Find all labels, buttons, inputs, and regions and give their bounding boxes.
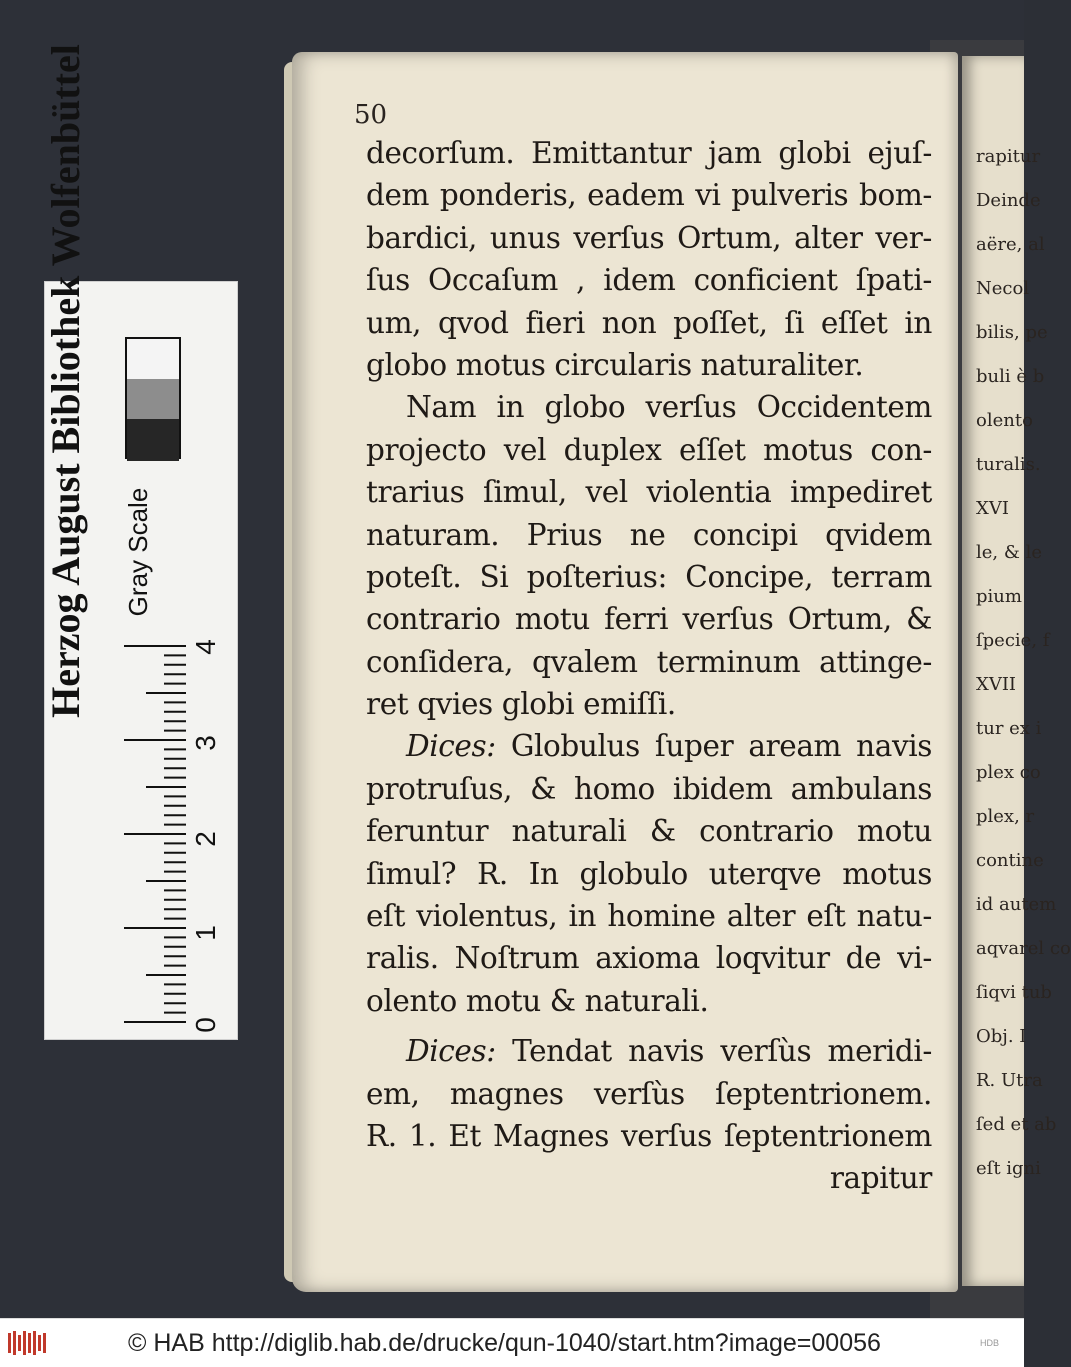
line-text: R. 1. Et Magnes verſus ſeptentrionem	[366, 1118, 932, 1153]
facing-fragment: ſed et ab	[976, 1114, 1057, 1135]
text-line	[366, 1115, 932, 1157]
scale-card-title: Herzog August Bibliothek Wolfenbüttel	[43, 44, 88, 718]
facing-fragment: ſpecie, f	[976, 630, 1050, 651]
facing-fragment: ſiqvi tub	[976, 982, 1052, 1003]
gray-swatches	[125, 337, 181, 459]
text-line	[366, 980, 932, 1022]
facing-fragment: Necol	[976, 278, 1030, 299]
ruler-number-3: 3	[190, 735, 221, 751]
swatch-mid	[127, 379, 179, 419]
swatch-light	[127, 339, 179, 379]
text-line	[366, 471, 932, 513]
text-line	[366, 302, 932, 344]
gray-scale-label: Gray Scale	[123, 487, 153, 617]
facing-fragment: aqvarel co	[976, 938, 1071, 959]
line-text: naturam. Prius ne concipi qvidem	[366, 517, 932, 552]
text-line	[366, 683, 932, 725]
line-text: ret qvies globi emiſſi.	[366, 687, 676, 722]
line-text: bardici, unus verſus Ortum, alter ver-	[366, 220, 932, 255]
ruler-number-2: 2	[190, 831, 221, 847]
facing-fragment: buli è b	[976, 366, 1045, 387]
line-text: feruntur naturali & contrario motu	[366, 814, 932, 849]
footer-mark: HDB	[980, 1338, 1000, 1348]
text-line	[366, 1157, 932, 1199]
facing-fragment: rapitur	[976, 146, 1041, 167]
line-text: conſidera, qvalem terminum attinge-	[366, 644, 932, 679]
text-line	[366, 725, 932, 767]
facing-fragment: Obj. I	[976, 1026, 1027, 1047]
line-text: ſus Occaſum , idem conficient ſpati-	[366, 263, 932, 298]
ruler-number-0: 0	[190, 1017, 221, 1033]
facing-fragment: plex, r	[976, 806, 1035, 827]
line-text: Nam in globo verſus Occidentem	[406, 390, 932, 425]
text-line	[366, 132, 932, 174]
line-text: olento motu & naturali.	[366, 983, 709, 1018]
line-text: ralis. Noſtrum axioma loqvitur de vi-	[366, 941, 932, 976]
line-text: dem ponderis, eadem vi pulveris bom-	[366, 178, 932, 213]
text-line	[366, 386, 932, 428]
facing-fragment: olento	[976, 410, 1033, 431]
line-text: um, qvod fieri non poſſet, ſi eſſet in	[366, 305, 932, 340]
text-line	[366, 641, 932, 683]
text-line	[366, 1030, 932, 1072]
line-text: Globulus ſuper aream navis	[495, 729, 932, 764]
facing-fragment: le, & le	[976, 542, 1043, 563]
text-line	[366, 429, 932, 471]
facing-fragment: bilis, pe	[976, 322, 1048, 343]
facing-fragment: R. Utra	[976, 1070, 1043, 1091]
facing-fragment: XVI	[976, 498, 1009, 519]
facing-fragment: turalis.	[976, 454, 1041, 475]
copyright-url: © HAB http://diglib.hab.de/drucke/qun-1040/start.htm?image=00056	[128, 1329, 881, 1357]
facing-fragment: Deinde	[976, 190, 1041, 211]
text-line	[366, 895, 932, 937]
page-number: 50	[354, 100, 388, 130]
line-text: ſimul? R. In globulo uterqve motus	[366, 856, 932, 891]
facing-fragment: contine	[976, 850, 1044, 871]
text-line	[366, 853, 932, 895]
text-line	[366, 598, 932, 640]
text-line	[366, 768, 932, 810]
page-text	[366, 132, 932, 1200]
facing-fragment: XVII	[976, 674, 1017, 695]
line-text: Tendat navis verſùs meridi-	[495, 1034, 932, 1069]
facing-page-edge	[962, 56, 1071, 1286]
text-line	[366, 514, 932, 556]
facing-fragment: plex co	[976, 762, 1041, 783]
line-text: em, magnes verſùs ſeptentrionem.	[366, 1076, 932, 1111]
hab-logo-icon	[8, 1329, 46, 1357]
ruler-ticks	[120, 630, 186, 1025]
text-line	[366, 259, 932, 301]
text-line	[366, 810, 932, 852]
ruler-number-4: 4	[190, 639, 221, 655]
line-text: eſt violentus, in homine alter eſt natu-	[366, 899, 932, 934]
text-line	[366, 174, 932, 216]
facing-fragment: pium	[976, 586, 1022, 607]
italic-lead: Dices:	[406, 1034, 496, 1069]
ruler-number-1: 1	[190, 925, 221, 941]
line-text: trarius ſimul, vel violentia impediret	[366, 475, 932, 510]
footer-bar	[0, 1318, 1024, 1367]
line-text: protruſus, & homo ibidem ambulans	[366, 771, 932, 806]
line-text: globo motus circularis naturaliter.	[366, 347, 864, 382]
text-line	[366, 217, 932, 259]
facing-fragment: eſt igni	[976, 1158, 1041, 1179]
facing-fragment: aëre, al	[976, 234, 1045, 255]
line-text: rapitur	[829, 1161, 932, 1196]
italic-lead: Dices:	[406, 729, 496, 764]
text-line	[366, 556, 932, 598]
line-text: projecto vel duplex eſſet motus con-	[366, 432, 932, 467]
line-text: poteſt. Si poſterius: Concipe, terram	[366, 559, 932, 594]
line-text: decorſum. Emittantur jam globi ejuſ-	[366, 136, 932, 170]
text-line	[366, 344, 932, 386]
text-line	[366, 937, 932, 979]
facing-fragment: tur ex i	[976, 718, 1042, 739]
facing-fragment: id autem	[976, 894, 1057, 915]
line-text: contrario motu ferri verſus Ortum, &	[366, 602, 932, 637]
text-line	[366, 1073, 932, 1115]
swatch-dark	[127, 419, 179, 461]
